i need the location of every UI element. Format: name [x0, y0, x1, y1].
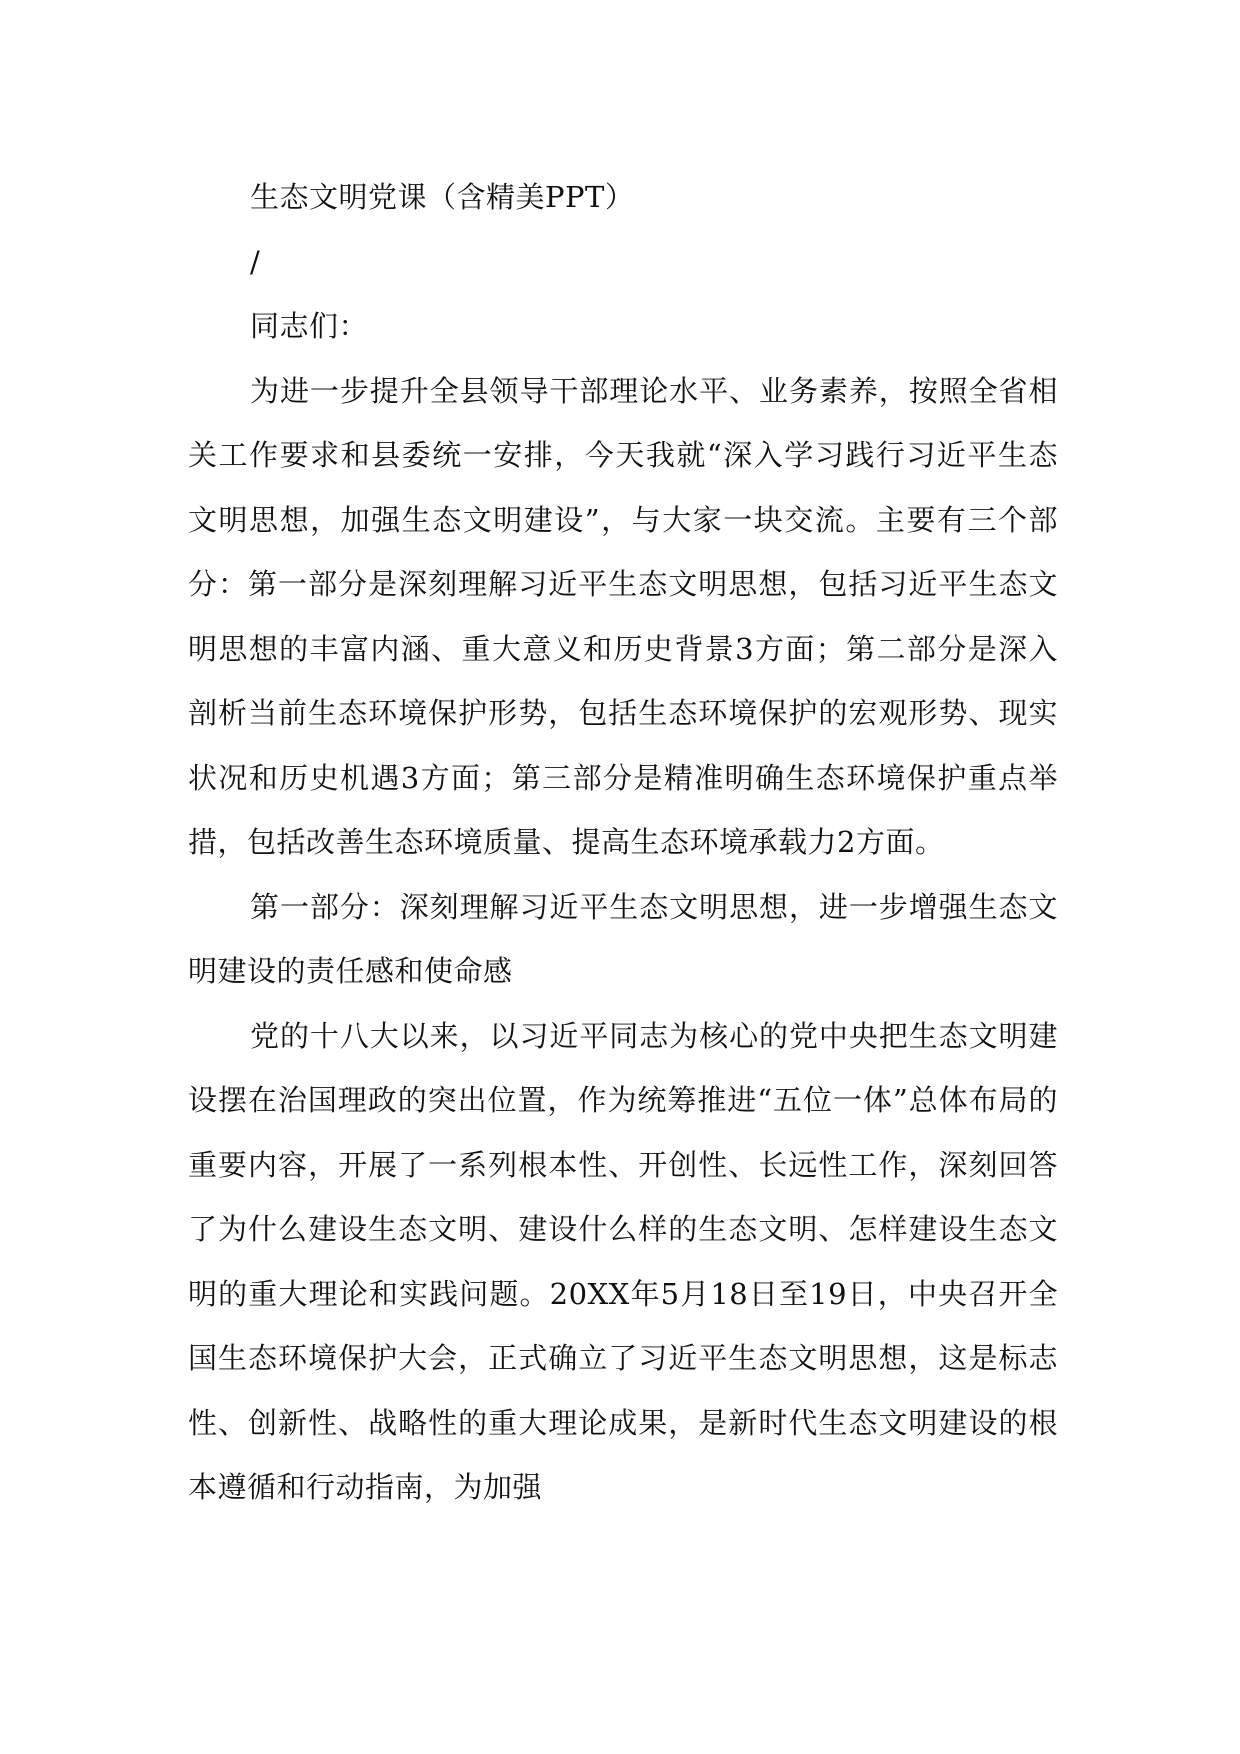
separator-line: / — [250, 244, 261, 279]
paragraph-intro: 为进一步提升全县领导干部理论水平、业务素养，按照全省相关工作要求和县委统一安排，今天我就“深入学习践行习近平生态文明思想，加强生态文明建设”，与大家一块交流。主要有三个部分：第一部分是深刻理解习近平生态文明思想，包括习近平生态文明思想的丰富内涵、重大意义和历史背景3方面；第二部分是深入剖析当前生态环境保护形势，包括生态环境保护的宏观形势、现实状况和历史机遇3方面；第三部分是精准明确生态环境保护重点举措，包括改善生态环境质量、提高生态环境承载力2方面。 — [188, 373, 1058, 859]
document-title: 生态文明党课（含精美PPT） — [250, 180, 635, 214]
document-body — [188, 165, 1058, 1520]
salutation: 同志们： — [250, 309, 369, 343]
section-heading-part-one: 第一部分：深刻理解习近平生态文明思想，进一步增强生态文明建设的责任感和使命感 — [188, 889, 1058, 988]
paragraph-part-one-body: 党的十八大以来，以习近平同志为核心的党中央把生态文明建设摆在治国理政的突出位置，作为统筹推进“五位一体”总体布局的重要内容，开展了一系列根本性、开创性、长远性工作，深刻回答了为什么建设生态文明、建设什么样的生态文明、怎样建设生态文明的重大理论和实践问题。20XX年5月18日至19日，中央召开全国生态环境保护大会，正式确立了习近平生态文明思想，这是标志性、创新性、战略性的重大理论成果，是新时代生态文明建设的根本遵循和行动指南，为加强 — [188, 1018, 1058, 1504]
